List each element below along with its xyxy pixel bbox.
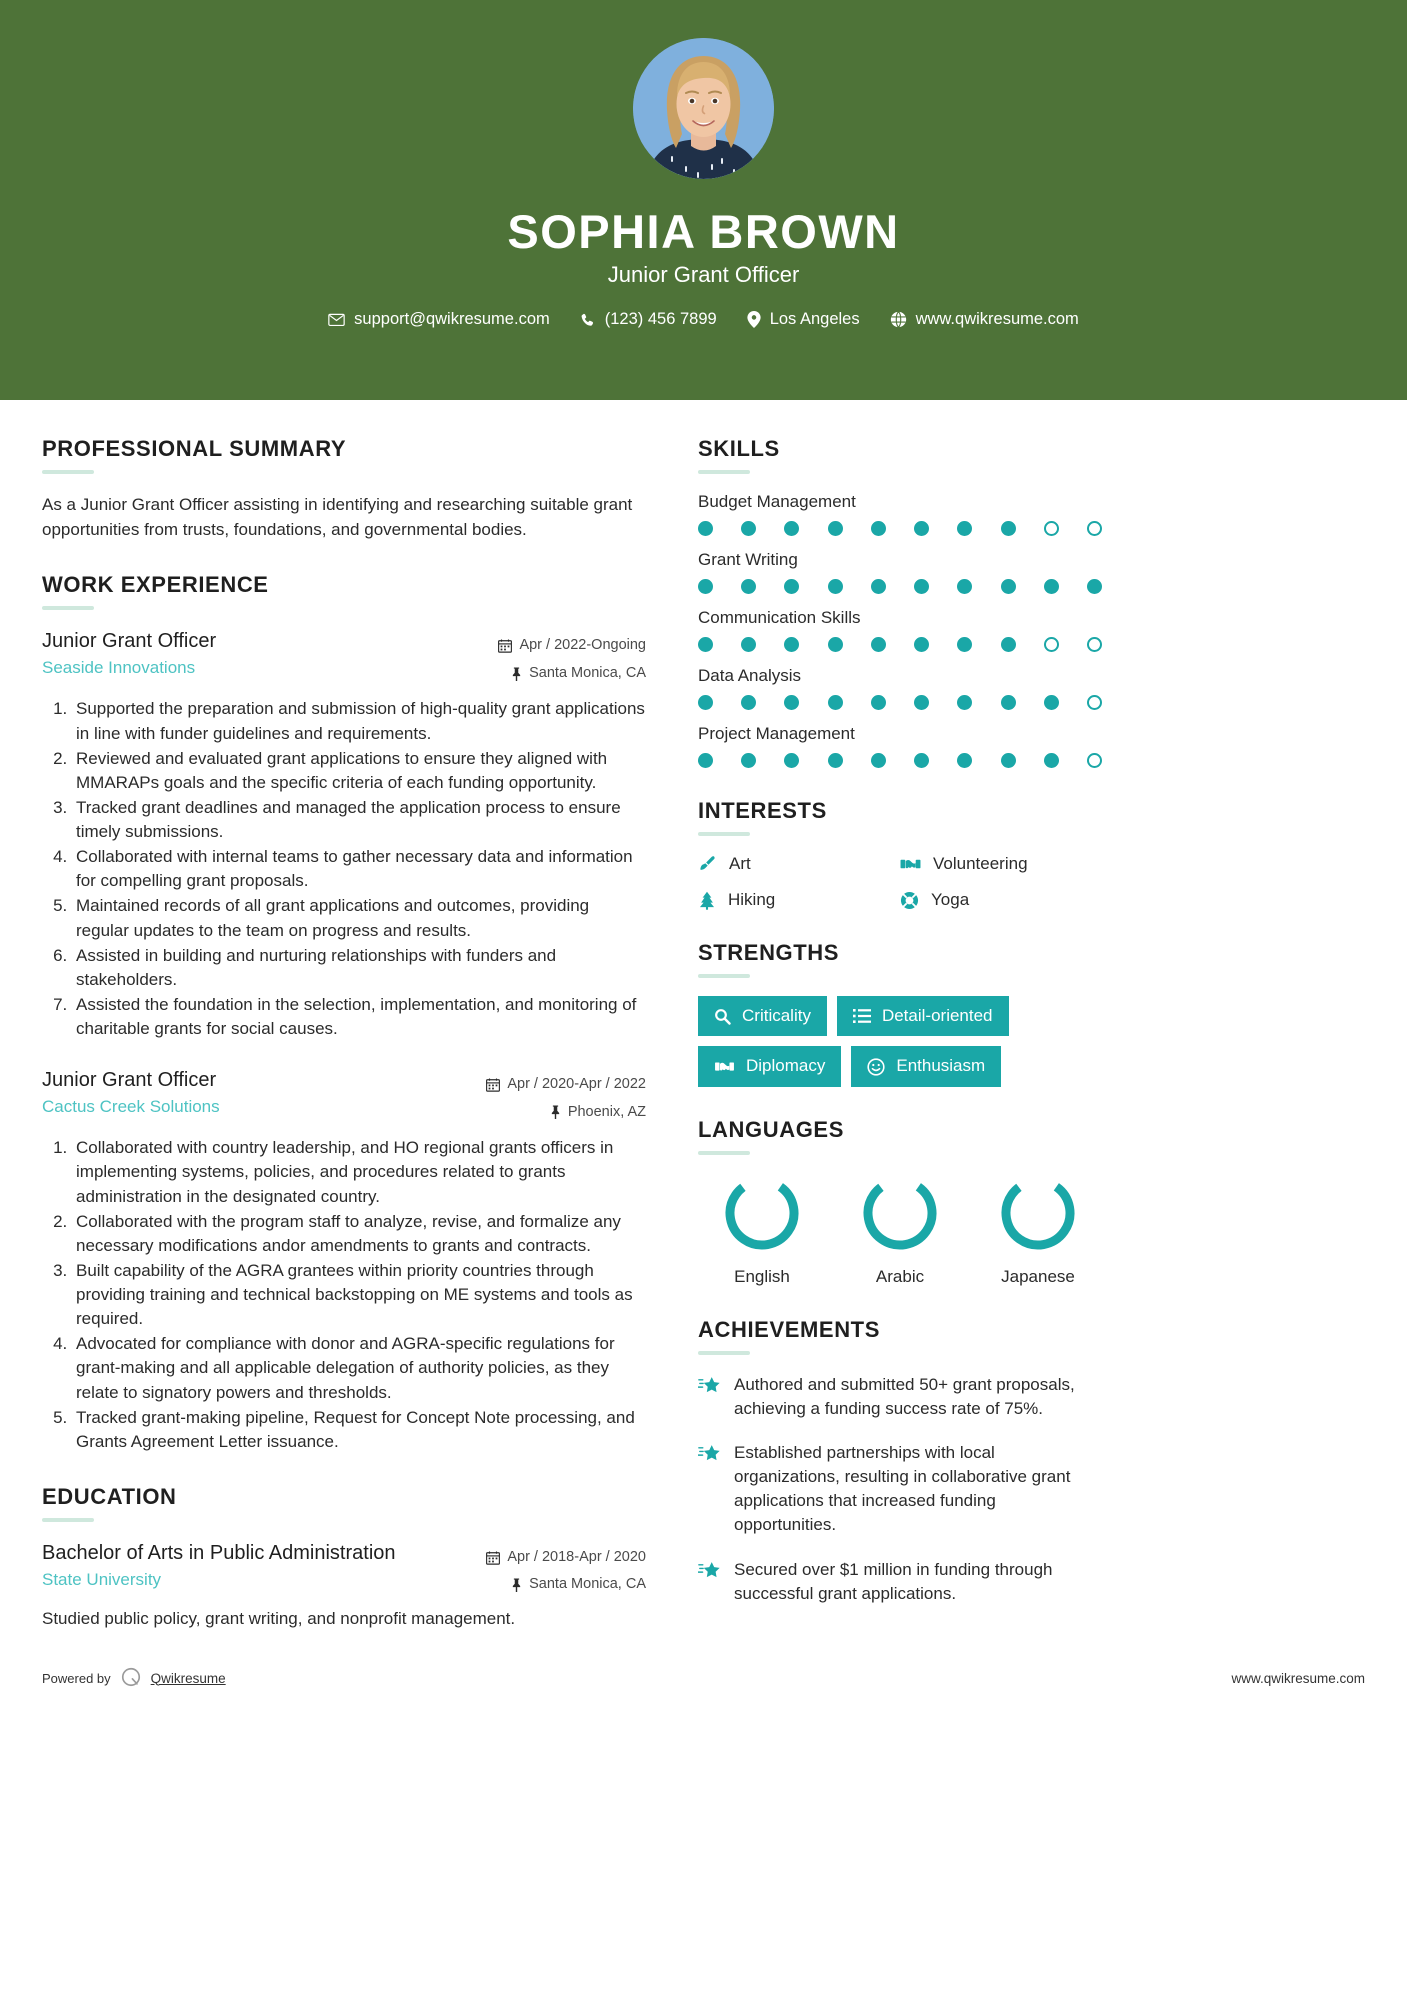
language-label: English xyxy=(734,1266,790,1286)
achievements-list xyxy=(698,1373,1102,1606)
section-rule xyxy=(42,606,94,610)
strength-label: Enthusiasm xyxy=(896,1056,986,1076)
calendar-icon xyxy=(486,1078,500,1092)
calendar-icon xyxy=(498,639,512,653)
achievement-text: Established partnerships with local organizations, resulting in collaborative grant applications that increased funding opportunities. xyxy=(734,1443,1071,1535)
pin-icon xyxy=(511,1578,522,1592)
work-date xyxy=(471,1071,646,1099)
section-heading-languages: LANGUAGES xyxy=(698,1116,844,1142)
language-ring xyxy=(998,1173,1078,1253)
skill-item xyxy=(698,492,1102,536)
footer-url: www.qwikresume.com xyxy=(1231,1670,1365,1686)
handshake-icon xyxy=(714,1058,735,1076)
skill-dot-filled xyxy=(957,521,972,536)
skill-dot-filled xyxy=(784,753,799,768)
skill-rating xyxy=(698,579,1102,594)
right-column xyxy=(698,436,1102,1626)
interest-item xyxy=(900,890,1102,910)
skill-dot-filled xyxy=(1044,579,1059,594)
qwikresume-brand-link[interactable]: Qwikresume xyxy=(150,1670,226,1686)
smiley-icon xyxy=(867,1058,885,1076)
section-rule xyxy=(698,832,750,836)
section-interests xyxy=(698,798,1102,910)
skill-dot-filled xyxy=(784,695,799,710)
qwikresume-logo-icon xyxy=(120,1666,142,1691)
section-heading-work: WORK EXPERIENCE xyxy=(42,572,269,598)
strengths-list xyxy=(698,996,1102,1087)
education-date xyxy=(471,1544,646,1572)
skill-dot-filled xyxy=(871,695,886,710)
work-bullet: 2. Reviewed and evaluated grant applications to ensure they aligned with MMARAPs goals and the specific criteria of each funding opportunity. xyxy=(72,747,646,795)
candidate-title: Junior Grant Officer xyxy=(607,262,800,288)
work-role: Junior Grant Officer xyxy=(42,1069,217,1092)
section-languages xyxy=(698,1117,1102,1287)
contact-row xyxy=(0,310,1407,329)
skill-label: Project Management xyxy=(698,724,855,743)
work-location xyxy=(471,1099,646,1127)
skill-dot-empty xyxy=(1087,695,1102,710)
education-description: Studied public policy, grant writing, and nonprofit management. xyxy=(42,1608,516,1628)
shooting-star-icon xyxy=(698,1558,720,1581)
interest-item xyxy=(698,854,900,874)
skill-item xyxy=(698,666,1102,710)
skill-label: Grant Writing xyxy=(698,550,798,569)
contact-location-text: Los Angeles xyxy=(769,310,860,329)
skill-dot-empty xyxy=(1087,521,1102,536)
section-work-experience xyxy=(42,572,646,1454)
pin-icon xyxy=(511,667,522,681)
work-organization: Cactus Creek Solutions xyxy=(42,1097,220,1117)
skill-dot-filled xyxy=(957,695,972,710)
section-heading-strengths: STRENGTHS xyxy=(698,940,840,965)
interest-label: Volunteering xyxy=(933,854,1028,873)
skill-dot-filled xyxy=(784,521,799,536)
work-bullet: 1. Collaborated with country leadership, and HO regional grants officers in implementing systems, policies, and procedures related to grants administration in the designated country. xyxy=(72,1136,646,1208)
language-ring xyxy=(722,1173,802,1253)
skill-dot-filled xyxy=(957,637,972,652)
contact-email[interactable] xyxy=(313,310,565,329)
calendar-icon xyxy=(486,1551,500,1565)
skill-dot-filled xyxy=(914,695,929,710)
section-heading-achievements: ACHIEVEMENTS xyxy=(698,1316,880,1342)
work-bullet: 5. Maintained records of all grant applications and outcomes, providing regular updates to the team on progress and results. xyxy=(72,894,646,942)
contact-location[interactable] xyxy=(732,310,875,329)
section-heading-interests: INTERESTS xyxy=(698,798,827,823)
interests-grid xyxy=(698,854,1102,910)
section-rule xyxy=(698,1151,750,1155)
skill-dot-filled xyxy=(1001,579,1016,594)
skill-dot-filled xyxy=(828,753,843,768)
section-rule xyxy=(698,974,750,978)
language-label: Arabic xyxy=(875,1266,925,1286)
section-heading-education: EDUCATION xyxy=(42,1483,177,1509)
strength-chip-enthusiasm[interactable] xyxy=(851,1046,1001,1086)
skill-dot-filled xyxy=(784,637,799,652)
work-bullet: 7. Assisted the foundation in the selection, implementation, and monitoring of charitable grants for social causes. xyxy=(72,993,646,1041)
skill-dot-filled xyxy=(828,637,843,652)
achievement-text: Authored and submitted 50+ grant proposals, achieving a funding success rate of 75%. xyxy=(734,1374,1075,1418)
skill-rating xyxy=(698,695,1102,710)
education-entry xyxy=(42,1540,646,1632)
work-bullets xyxy=(42,697,646,1041)
interest-label: Hiking xyxy=(728,890,776,909)
language-label: Japanese xyxy=(1001,1266,1075,1286)
work-role: Junior Grant Officer xyxy=(42,630,217,653)
skill-dot-filled xyxy=(828,695,843,710)
work-entry xyxy=(42,628,646,1041)
section-achievements xyxy=(698,1317,1102,1606)
skill-dot-filled xyxy=(698,637,713,652)
skill-dot-empty xyxy=(1044,637,1059,652)
languages-list xyxy=(698,1173,1102,1287)
achievement-item xyxy=(698,1558,1102,1606)
strength-chip-criticality[interactable] xyxy=(698,996,827,1036)
avatar xyxy=(633,38,774,179)
skill-item xyxy=(698,724,1102,768)
strength-chip-diplomacy[interactable] xyxy=(698,1046,841,1086)
work-date-text: Apr / 2020-Apr / 2022 xyxy=(507,1076,646,1093)
skill-dot-empty xyxy=(1087,637,1102,652)
work-location-text: Phoenix, AZ xyxy=(567,1103,646,1120)
section-rule xyxy=(42,1518,94,1522)
skill-item xyxy=(698,550,1102,594)
pin-icon xyxy=(550,1105,561,1119)
lifebuoy-icon xyxy=(900,891,919,910)
language-item xyxy=(974,1173,1102,1287)
section-rule xyxy=(698,1351,750,1355)
skill-rating xyxy=(698,521,1102,536)
skill-label: Communication Skills xyxy=(698,608,861,627)
skill-dot-filled xyxy=(1001,521,1016,536)
interest-label: Art xyxy=(729,854,751,873)
contact-email-text: support@qwikresume.com xyxy=(354,310,550,329)
email-icon xyxy=(328,311,345,328)
interest-item xyxy=(900,854,1102,874)
skill-dot-filled xyxy=(914,753,929,768)
magnifier-icon xyxy=(714,1008,731,1025)
work-bullet: 3. Built capability of the AGRA grantees within priority countries through providing training and technical backstopping on ME systems and tools as required. xyxy=(72,1259,646,1331)
strength-chip-detail-oriented[interactable] xyxy=(837,996,1009,1036)
skill-dot-filled xyxy=(1001,753,1016,768)
achievement-text: Secured over $1 million in funding through successful grant applications. xyxy=(734,1559,1053,1603)
strength-label: Diplomacy xyxy=(746,1056,826,1076)
skill-rating xyxy=(698,753,1102,768)
contact-phone-text: (123) 456 7899 xyxy=(604,310,717,329)
powered-by xyxy=(42,1666,226,1691)
skill-dot-filled xyxy=(1044,753,1059,768)
skills-list xyxy=(698,492,1102,768)
section-heading-summary: PROFESSIONAL SUMMARY xyxy=(42,436,347,461)
section-heading-skills: SKILLS xyxy=(698,436,780,461)
skill-dot-filled xyxy=(871,521,886,536)
skill-dot-empty xyxy=(1087,753,1102,768)
skill-dot-filled xyxy=(784,579,799,594)
skill-dot-filled xyxy=(698,521,713,536)
skill-dot-filled xyxy=(957,579,972,594)
section-rule xyxy=(42,470,94,474)
skill-dot-filled xyxy=(914,579,929,594)
work-bullets xyxy=(42,1136,646,1454)
strength-label: Criticality xyxy=(742,1006,811,1025)
skill-dot-filled xyxy=(741,695,756,710)
skill-dot-filled xyxy=(828,521,843,536)
education-date-text: Apr / 2018-Apr / 2020 xyxy=(507,1548,646,1565)
tree-icon xyxy=(698,891,716,910)
resume-body xyxy=(0,400,1407,1640)
skill-dot-filled xyxy=(914,637,929,652)
skill-dot-filled xyxy=(1087,579,1102,594)
interest-label: Yoga xyxy=(931,890,970,909)
shooting-star-icon xyxy=(698,1373,720,1396)
skill-dot-filled xyxy=(957,753,972,768)
skill-dot-filled xyxy=(1001,695,1016,710)
skill-dot-filled xyxy=(698,579,713,594)
skill-dot-filled xyxy=(698,695,713,710)
skill-dot-filled xyxy=(741,753,756,768)
work-location xyxy=(471,660,646,688)
achievement-item xyxy=(698,1441,1102,1538)
contact-phone[interactable] xyxy=(565,310,732,329)
list-icon xyxy=(853,1008,871,1024)
education-school: State University xyxy=(42,1569,162,1589)
education-location-text: Santa Monica, CA xyxy=(529,1576,646,1593)
work-bullet: 3. Tracked grant deadlines and managed the application process to ensure timely submissions. xyxy=(72,796,646,844)
skill-dot-filled xyxy=(1044,695,1059,710)
work-location-text: Santa Monica, CA xyxy=(529,664,646,681)
skill-dot-filled xyxy=(871,579,886,594)
work-bullet: 4. Advocated for compliance with donor and AGRA-specific regulations for grant-making and all applicable delegation of authority policies, as they relate to signatory powers and thresholds. xyxy=(72,1332,646,1404)
language-item xyxy=(698,1173,826,1287)
skill-dot-filled xyxy=(914,521,929,536)
handshake-icon xyxy=(900,855,921,874)
section-strengths xyxy=(698,940,1102,1087)
work-bullet: 4. Collaborated with internal teams to gather necessary data and information for compelling grant proposals. xyxy=(72,845,646,893)
skill-item xyxy=(698,608,1102,652)
powered-by-label: Powered by xyxy=(42,1670,111,1686)
skill-label: Budget Management xyxy=(698,492,856,511)
section-education xyxy=(42,1484,646,1632)
skill-dot-filled xyxy=(741,637,756,652)
work-bullet: 6. Assisted in building and nurturing relationships with funders and stakeholders. xyxy=(72,944,646,992)
language-ring xyxy=(860,1173,940,1253)
paintbrush-icon xyxy=(698,855,717,874)
section-rule xyxy=(698,470,750,474)
skill-dot-filled xyxy=(871,753,886,768)
skill-dot-filled xyxy=(1001,637,1016,652)
skill-rating xyxy=(698,637,1102,652)
work-bullet: 1. Supported the preparation and submission of high-quality grant applications in line with funder guidelines and requirements. xyxy=(72,697,646,745)
skill-dot-filled xyxy=(828,579,843,594)
strength-label: Detail-oriented xyxy=(881,1006,993,1025)
contact-website[interactable] xyxy=(875,310,1094,329)
skill-label: Data Analysis xyxy=(698,666,801,685)
skill-dot-empty xyxy=(1044,521,1059,536)
section-professional-summary xyxy=(42,436,646,542)
education-location xyxy=(471,1571,646,1599)
left-column xyxy=(42,436,646,1640)
education-degree: Bachelor of Arts in Public Administration xyxy=(42,1541,396,1564)
language-item xyxy=(836,1173,964,1287)
interest-item xyxy=(698,890,900,910)
resume-footer xyxy=(0,1666,1407,1713)
skill-dot-filled xyxy=(741,579,756,594)
globe-icon xyxy=(890,311,907,328)
shooting-star-icon xyxy=(698,1441,720,1464)
location-icon xyxy=(747,311,761,328)
skill-dot-filled xyxy=(698,753,713,768)
resume-header xyxy=(0,0,1407,400)
skill-dot-filled xyxy=(871,637,886,652)
candidate-name: SOPHIA BROWN xyxy=(507,205,900,258)
contact-website-text: www.qwikresume.com xyxy=(915,310,1079,329)
summary-text: As a Junior Grant Officer assisting in identifying and researching suitable grant opportunities from trusts, foundations, and governmental bodies. xyxy=(42,495,633,540)
work-bullet: 2. Collaborated with the program staff to analyze, revise, and formalize any necessary modifications andor amendments to grants and contracts. xyxy=(72,1210,646,1258)
work-organization: Seaside Innovations xyxy=(42,658,196,678)
achievement-item xyxy=(698,1373,1102,1421)
work-entry xyxy=(42,1067,646,1454)
work-date-text: Apr / 2022-Ongoing xyxy=(519,637,646,654)
skill-dot-filled xyxy=(741,521,756,536)
work-date xyxy=(471,632,646,660)
work-bullet: 5. Tracked grant-making pipeline, Request for Concept Note processing, and Grants Agreement Letter issuance. xyxy=(72,1406,646,1454)
section-skills xyxy=(698,436,1102,768)
phone-icon xyxy=(580,312,596,328)
